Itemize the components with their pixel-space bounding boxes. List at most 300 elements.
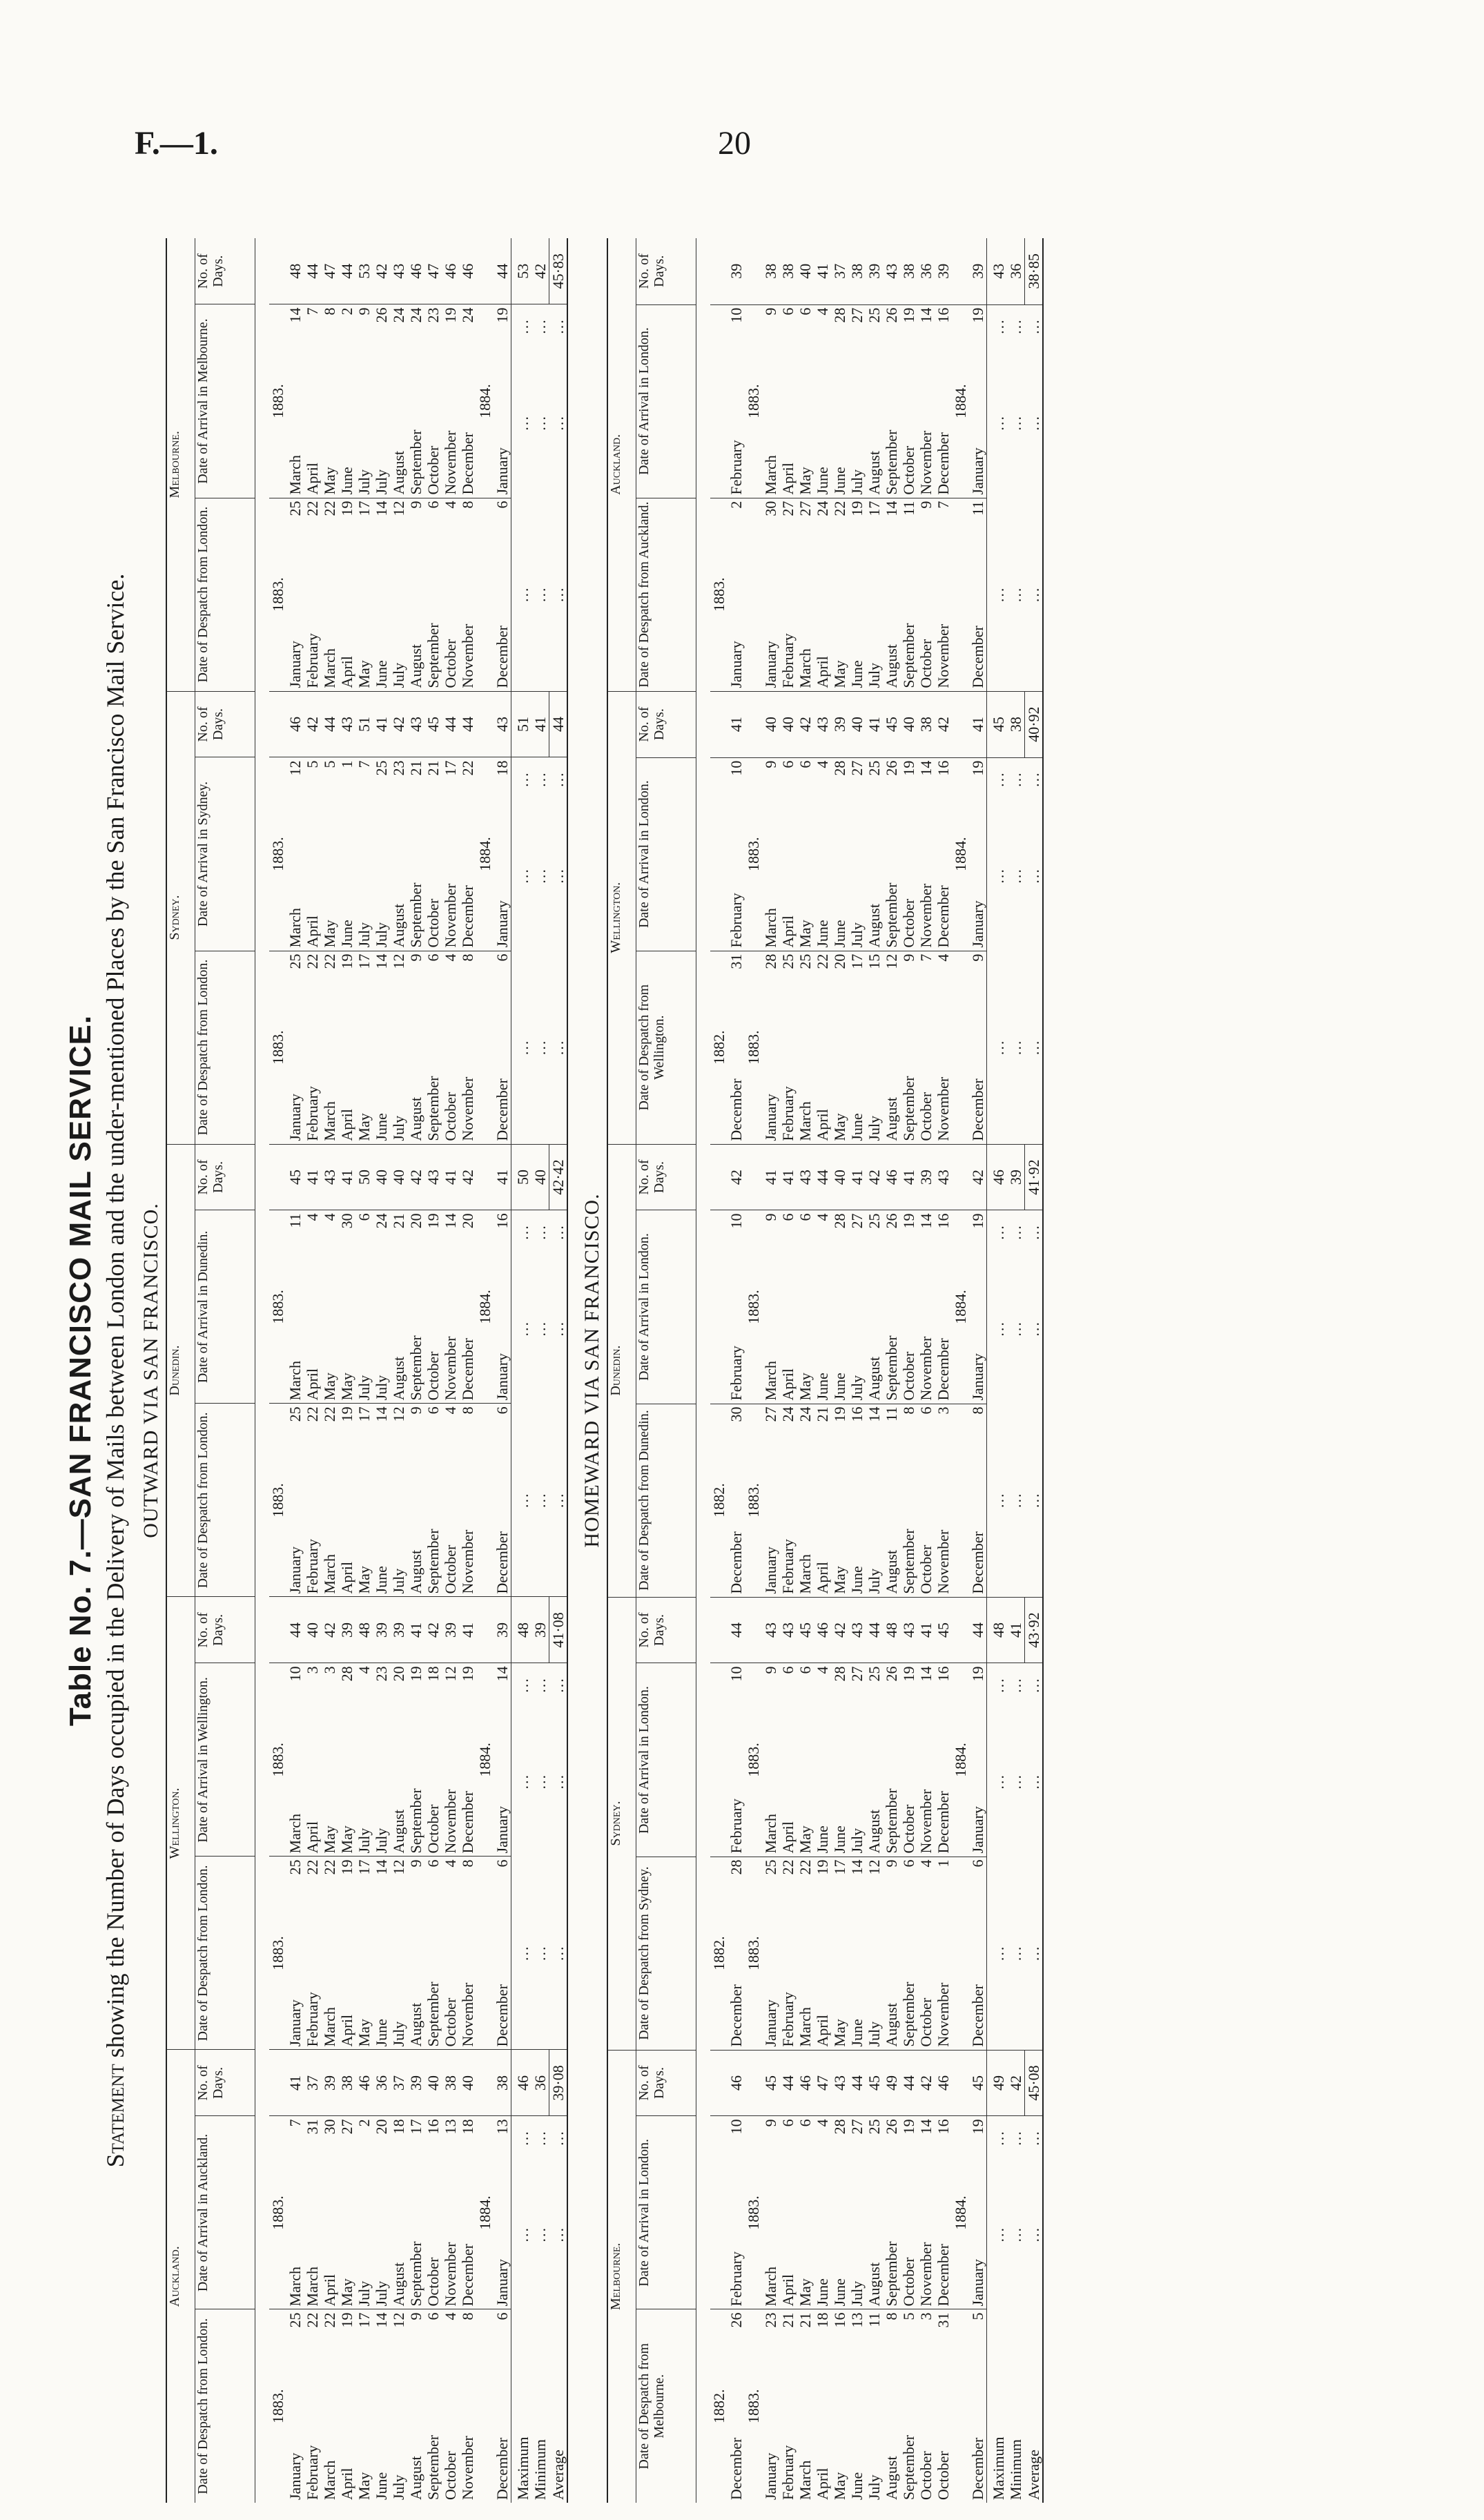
ellipsis: ...	[511, 348, 532, 498]
despatch-month: March	[321, 1554, 338, 1594]
year-despatch	[476, 498, 494, 691]
data-row	[304, 238, 321, 2503]
despatch-month: May	[831, 660, 848, 688]
arrival-month: December	[459, 1338, 476, 1401]
despatch-day: 7	[917, 951, 935, 994]
arrival-day: 6	[779, 1663, 797, 1707]
ellipsis: ...	[549, 1773, 567, 1790]
despatch-month: September	[900, 1981, 917, 2047]
despatch-day: 25	[286, 1404, 304, 1447]
minimum-label: Minimum	[1007, 2439, 1024, 2500]
despatch-day: 17	[355, 498, 373, 541]
days-value: 40	[762, 691, 779, 757]
arrival-day: 17	[407, 2116, 424, 2160]
days-value: 42	[459, 1144, 476, 1210]
despatch-month: December	[494, 626, 511, 688]
ellipsis: ...	[511, 1404, 532, 1597]
ellipsis: ...	[531, 868, 549, 884]
arrival-day: 28	[338, 1663, 355, 1707]
days-value: 45	[424, 691, 442, 757]
year-despatch: 1883.	[269, 1404, 286, 1597]
despatch-month: August	[883, 2003, 900, 2047]
year-despatch: 1882.	[710, 951, 728, 1144]
data-row	[355, 238, 373, 2503]
ellipsis: ...	[1007, 868, 1024, 884]
arrival-month: July	[373, 922, 390, 948]
arrival-month: April	[304, 1821, 321, 1854]
despatch-day: 17	[866, 498, 883, 541]
despatch-month: February	[779, 1086, 797, 1141]
arrival-month: March	[762, 1361, 779, 1401]
arrival-day: 30	[338, 1210, 355, 1254]
arrival-day: 6	[797, 304, 814, 348]
arrival-day: 16	[494, 1210, 511, 1254]
ellipsis: ...	[1007, 304, 1025, 348]
data-row	[762, 238, 779, 2503]
days-value: 46	[883, 1144, 900, 1210]
days-value: 41	[900, 1144, 917, 1210]
days-value: 40	[373, 1144, 390, 1210]
despatch-day: 14	[866, 1404, 883, 1447]
arrival-day: 6	[797, 2116, 814, 2160]
arrival-month: January	[969, 2259, 986, 2307]
arrival-month: December	[459, 1791, 476, 1854]
despatch-day: 28	[762, 951, 779, 994]
arrival-day: 8	[321, 304, 338, 348]
despatch-header: Date of Despatch from Dunedin.	[636, 1404, 696, 1597]
despatch-day: 25	[286, 2309, 304, 2353]
days-header: No. of Days.	[195, 238, 255, 304]
arrival-month: July	[355, 922, 373, 948]
despatch-day: 8	[459, 1404, 476, 1447]
ellipsis: ...	[1025, 1210, 1044, 1254]
arrival-day: 10	[728, 304, 745, 348]
despatch-month: June	[848, 2019, 866, 2047]
arrival-month: November	[917, 2242, 935, 2307]
minimum-value: 36	[531, 2050, 549, 2116]
ellipsis: ...	[549, 415, 567, 431]
arrival-day: 6	[797, 1210, 814, 1254]
year-arrival: 1884.	[476, 1663, 494, 1857]
last-data-row	[494, 238, 511, 2503]
arrival-day: 19	[459, 1663, 476, 1707]
arrival-day: 19	[969, 304, 987, 348]
days-value: 45	[935, 1597, 952, 1663]
arrival-day: 25	[866, 2116, 883, 2160]
despatch-month: January	[286, 1547, 304, 1594]
ellipsis: ...	[549, 757, 568, 801]
ellipsis: ...	[987, 2116, 1008, 2160]
days-value: 50	[355, 1144, 373, 1210]
data-row	[338, 238, 355, 2503]
minimum-value: 38	[1007, 691, 1025, 757]
arrival-header: Date of Arrival in London.	[636, 1210, 696, 1404]
arrival-month: April	[304, 915, 321, 948]
despatch-day: 22	[304, 1404, 321, 1447]
arrival-day: 26	[883, 757, 900, 801]
despatch-day: 8	[883, 2309, 900, 2353]
outward-section-title: OUTWARD VIA SAN FRANCISCO.	[139, 1203, 162, 1538]
despatch-month: January	[762, 2452, 779, 2500]
year-arrival: 1884.	[952, 304, 969, 498]
arrival-day: 14	[917, 1663, 935, 1707]
arrival-day: 4	[355, 1663, 373, 1707]
year-days-blank	[476, 238, 494, 304]
despatch-month: May	[355, 1566, 373, 1594]
ellipsis: ...	[511, 1707, 532, 1857]
days-value: 42	[917, 2050, 935, 2116]
days-value: 45	[883, 691, 900, 757]
despatch-day: 14	[373, 498, 390, 541]
days-value: 40	[459, 2050, 476, 2116]
days-value: 44	[728, 1597, 745, 1663]
arrival-day: 21	[390, 1210, 407, 1254]
data-row	[814, 238, 831, 2503]
despatch-day: 6	[969, 1857, 987, 1900]
arrival-month: April	[779, 463, 797, 495]
arrival-month: May	[797, 1825, 814, 1854]
despatch-day: 21	[814, 1404, 831, 1447]
arrival-month: September	[883, 429, 900, 495]
ellipsis: ...	[1025, 757, 1044, 801]
arrival-month: February	[728, 1346, 745, 1401]
arrival-day: 24	[407, 304, 424, 348]
despatch-day: 17	[355, 1857, 373, 1900]
ellipsis: ...	[987, 1254, 1008, 1404]
arrival-month: June	[831, 1825, 848, 1854]
despatch-month: October	[442, 1997, 459, 2047]
arrival-month: May	[321, 1373, 338, 1401]
despatch-day: 31	[728, 951, 745, 994]
despatch-month: September	[424, 1529, 442, 1594]
despatch-day: 6	[424, 1857, 442, 1900]
arrival-month: September	[883, 1788, 900, 1854]
days-value: 41	[866, 691, 883, 757]
year-days-blank	[269, 691, 286, 757]
despatch-day: 17	[355, 2309, 373, 2353]
ellipsis: ...	[531, 415, 549, 431]
despatch-month: June	[373, 2019, 390, 2047]
days-value: 45	[969, 2050, 987, 2116]
year-days-blank	[476, 2050, 494, 2116]
days-value: 47	[424, 263, 442, 279]
despatch-day: 14	[373, 2309, 390, 2353]
arrival-month: January	[494, 447, 511, 495]
arrival-day: 26	[883, 304, 900, 348]
despatch-day: 11	[900, 498, 917, 541]
ellipsis: ...	[511, 1254, 532, 1404]
days-value: 40	[390, 1144, 407, 1210]
despatch-month: September	[900, 2434, 917, 2500]
ellipsis: ...	[987, 498, 1008, 691]
arrival-day: 16	[424, 2116, 442, 2160]
despatch-month: March	[321, 1101, 338, 1141]
days-value: 40	[424, 2050, 442, 2116]
despatch-month: January	[286, 641, 304, 688]
days-value: 45	[286, 1144, 304, 1210]
arrival-day: 14	[917, 1210, 935, 1254]
arrival-day: 12	[286, 757, 304, 801]
ellipsis: ...	[1007, 1663, 1025, 1707]
ellipsis: ...	[511, 801, 532, 951]
data-row	[321, 238, 338, 2503]
despatch-day: 9	[407, 951, 424, 994]
arrival-month: November	[917, 883, 935, 948]
region-name: Sydney.	[607, 1597, 636, 2050]
despatch-month: March	[797, 2460, 814, 2500]
minimum-row	[1007, 238, 1025, 2503]
ellipsis: ...	[511, 1663, 532, 1707]
arrival-day: 31	[304, 2116, 321, 2160]
arrival-month: September	[407, 882, 424, 948]
arrival-day: 25	[866, 1210, 883, 1254]
year-despatch	[476, 951, 494, 1144]
despatch-month: October	[442, 1092, 459, 1141]
despatch-day: 12	[390, 1857, 407, 1900]
despatch-month: April	[338, 2015, 355, 2047]
data-row	[866, 238, 883, 2503]
arrival-month: August	[390, 1809, 407, 1854]
arrival-month: July	[848, 469, 866, 495]
arrival-day: 21	[424, 757, 442, 801]
ellipsis: ...	[1025, 304, 1044, 348]
days-value: 41	[779, 1144, 797, 1210]
region-header-row	[607, 238, 636, 2503]
arrival-month: March	[286, 1361, 304, 1401]
ellipsis: ...	[531, 1773, 549, 1790]
despatch-day: 22	[321, 498, 338, 541]
days-value: 41	[286, 2050, 304, 2116]
year-days-blank	[269, 1597, 286, 1663]
year-days-blank	[745, 1597, 762, 1663]
ellipsis: ...	[531, 2116, 549, 2160]
despatch-day: 19	[338, 498, 355, 541]
days-value: 41	[969, 691, 987, 757]
despatch-month: December	[728, 1078, 745, 1141]
despatch-day: 4	[917, 1857, 935, 1900]
arrival-month: November	[442, 1789, 459, 1854]
arrival-day: 27	[848, 1663, 866, 1707]
despatch-day: 24	[797, 1404, 814, 1447]
days-value: 37	[390, 2050, 407, 2116]
despatch-day: 2	[728, 498, 745, 541]
days-value: 43	[797, 1144, 814, 1210]
arrival-day: 19	[969, 757, 987, 801]
arrival-day: 17	[442, 757, 459, 801]
despatch-header: Date of Despatch from London.	[195, 498, 255, 691]
days-value: 49	[883, 2050, 900, 2116]
year-days-blank	[745, 1144, 762, 1210]
year-despatch	[952, 951, 969, 1144]
data-row	[442, 238, 459, 2503]
arrival-month: December	[935, 1338, 952, 1401]
arrival-day: 4	[814, 757, 831, 801]
arrival-month: August	[866, 904, 883, 948]
arrival-month: January	[969, 1806, 986, 1854]
arrival-month: July	[848, 1828, 866, 1854]
year-row-1884	[952, 238, 969, 2503]
despatch-header: Date of Despatch from Wellington.	[636, 951, 696, 1144]
year-days-blank	[952, 1144, 969, 1210]
arrival-month: January	[494, 900, 511, 948]
arrival-month: June	[814, 1825, 831, 1854]
page-code: F.—1.	[135, 125, 218, 162]
despatch-month: February	[779, 2445, 797, 2500]
despatch-day: 30	[762, 498, 779, 541]
despatch-month: June	[373, 1566, 390, 1594]
arrival-month: March	[286, 908, 304, 948]
arrival-month: January	[969, 1353, 986, 1401]
ellipsis: ...	[549, 868, 567, 884]
arrival-month: April	[779, 1821, 797, 1854]
arrival-day: 14	[286, 304, 304, 348]
despatch-day: 6	[494, 1404, 511, 1447]
arrival-day: 14	[917, 304, 935, 348]
days-value: 45	[762, 2050, 779, 2116]
arrival-month: December	[459, 432, 476, 495]
arrival-day: 25	[866, 304, 883, 348]
despatch-month: October	[935, 2451, 952, 2500]
ellipsis: ...	[511, 498, 532, 691]
spacer-cell	[696, 238, 711, 2503]
arrival-month: December	[935, 432, 952, 495]
despatch-month: November	[459, 1982, 476, 2047]
year-arrival: 1883.	[745, 1663, 762, 1857]
days-value: 43	[831, 2050, 848, 2116]
arrival-month: July	[373, 2280, 390, 2307]
despatch-day: 17	[355, 951, 373, 994]
days-value: 44	[459, 691, 476, 757]
days-value: 38	[762, 263, 779, 279]
despatch-day: 9	[407, 2309, 424, 2353]
days-value: 43	[848, 1597, 866, 1663]
minimum-value: 41	[531, 691, 549, 757]
despatch-day: 11	[969, 498, 987, 541]
arrival-day: 19	[900, 1210, 917, 1254]
despatch-month: January	[286, 1999, 304, 2047]
homeward-section-title: HOMEWARD VIA SAN FRANCISCO.	[580, 1193, 603, 1548]
arrival-header: Date of Arrival in Dunedin.	[195, 1210, 255, 1404]
arrival-month: November	[917, 430, 935, 495]
arrival-month: March	[304, 2267, 321, 2307]
page-number: 20	[718, 125, 751, 162]
despatch-day: 9	[900, 951, 917, 994]
despatch-month: August	[407, 1097, 424, 1141]
average-row	[549, 238, 568, 2503]
despatch-day: 28	[728, 1857, 745, 1900]
despatch-month: April	[814, 2468, 831, 2500]
despatch-day: 25	[286, 1857, 304, 1900]
despatch-day: 22	[321, 1404, 338, 1447]
ellipsis: ...	[987, 304, 1008, 348]
year-days-blank	[710, 2050, 728, 2116]
despatch-month: February	[304, 1992, 321, 2047]
days-value: 38	[848, 263, 866, 279]
despatch-day: 4	[442, 2309, 459, 2353]
despatch-day: 25	[286, 498, 304, 541]
year-despatch	[476, 1857, 494, 2050]
despatch-month: August	[407, 1549, 424, 1594]
despatch-month: July	[866, 1568, 883, 1594]
arrival-month: May	[321, 1825, 338, 1854]
arrival-month: August	[866, 451, 883, 495]
days-value: 39	[831, 691, 848, 757]
arrival-day: 5	[321, 757, 338, 801]
despatch-day: 6	[494, 951, 511, 994]
arrival-month: November	[442, 2242, 459, 2307]
average-row	[1025, 238, 1044, 2503]
data-row	[831, 238, 848, 2503]
despatch-day: 25	[779, 951, 797, 994]
despatch-month: January	[728, 641, 745, 688]
arrival-day: 28	[831, 2116, 848, 2160]
arrival-header: Date of Arrival in London.	[636, 757, 696, 951]
ellipsis: ...	[1024, 1774, 1042, 1790]
days-value: 42	[390, 691, 407, 757]
arrival-month: May	[321, 920, 338, 948]
despatch-month: June	[373, 2472, 390, 2500]
arrival-month: August	[390, 2262, 407, 2307]
arrival-month: July	[355, 469, 373, 495]
arrival-day: 28	[831, 757, 848, 801]
days-value: 46	[355, 2050, 373, 2116]
days-value: 46	[442, 263, 459, 279]
arrival-month: April	[321, 2274, 338, 2307]
ellipsis: ...	[1024, 586, 1042, 603]
arrival-day: 24	[390, 304, 407, 348]
year-despatch: 1882.	[710, 2309, 728, 2503]
maximum-row	[987, 238, 1008, 2503]
ellipsis: ...	[549, 1945, 567, 1961]
despatch-day: 12	[883, 951, 900, 994]
arrival-day: 28	[831, 1663, 848, 1707]
arrival-month: March	[762, 2267, 779, 2307]
despatch-month: July	[390, 2021, 407, 2047]
days-value: 39	[442, 1597, 459, 1663]
despatch-month: October	[442, 2451, 459, 2500]
days-value: 38	[779, 263, 797, 279]
despatch-day: 8	[969, 1404, 987, 1447]
data-row	[883, 238, 900, 2503]
year-despatch	[952, 1857, 969, 2050]
days-value: 47	[814, 2050, 831, 2116]
days-value: 42	[935, 691, 952, 757]
despatch-day: 25	[762, 1857, 779, 1900]
days-value: 40	[831, 1144, 848, 1210]
despatch-month: February	[304, 1086, 321, 1141]
arrival-month: March	[762, 455, 779, 495]
despatch-day: 8	[459, 2309, 476, 2353]
arrival-month: March	[286, 2267, 304, 2307]
despatch-day: 12	[390, 951, 407, 994]
days-value: 43	[390, 263, 407, 279]
days-value: 51	[355, 691, 373, 757]
arrival-month: November	[442, 430, 459, 495]
maximum-value: 43	[987, 238, 1008, 304]
arrival-month: October	[424, 1804, 442, 1854]
despatch-day: 13	[848, 2309, 866, 2353]
arrival-month: May	[338, 1825, 355, 1854]
arrival-month: October	[900, 2257, 917, 2307]
ellipsis: ...	[511, 757, 532, 801]
despatch-month: April	[814, 1109, 831, 1141]
arrival-day: 19	[900, 304, 917, 348]
arrival-month: May	[321, 467, 338, 495]
despatch-day: 19	[338, 1857, 355, 1900]
arrival-month: September	[883, 1335, 900, 1401]
ellipsis: ...	[1007, 1492, 1024, 1509]
days-value: 43	[762, 1597, 779, 1663]
